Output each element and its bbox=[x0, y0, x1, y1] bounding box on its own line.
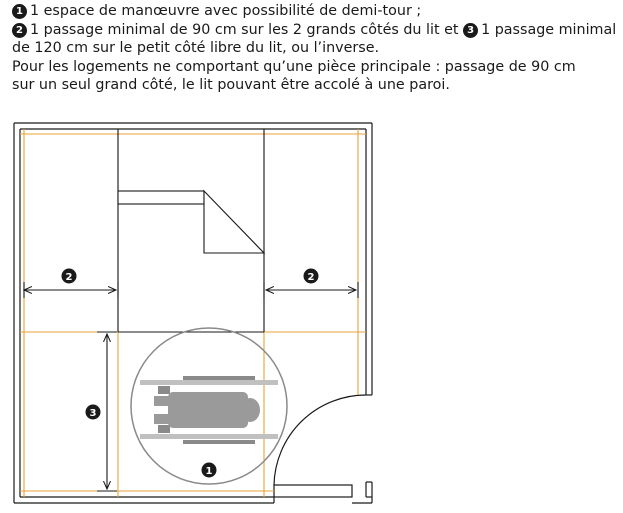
room-walls bbox=[14, 123, 372, 503]
caption-line-4: Pour les logements ne comportant qu’une pièce principale : passage de 90 cm bbox=[12, 58, 576, 75]
marker-left-passage bbox=[62, 269, 77, 284]
caption-line-5: sur un seul grand côté, le lit pouvant être accolé à une paroi. bbox=[12, 77, 450, 94]
marker-right-passage bbox=[304, 269, 319, 284]
marker-right-passage-label: 2 bbox=[307, 272, 315, 283]
caption-text-1: 1 espace de manœuvre avec possibilité de demi-tour ; bbox=[30, 3, 422, 19]
badge-3: 3 bbox=[463, 23, 478, 38]
marker-foot-passage-label: 3 bbox=[89, 408, 97, 419]
bed-pillow bbox=[118, 191, 204, 204]
dimension-lines bbox=[24, 282, 358, 491]
door bbox=[274, 395, 366, 497]
caption-line-3: de 120 cm sur le petit côté libre du lit, ou l’inverse. bbox=[12, 40, 380, 57]
badge-1: 1 bbox=[12, 4, 27, 19]
caption-text-2b: 1 passage minimal bbox=[481, 21, 617, 38]
badge-2: 2 bbox=[12, 23, 27, 38]
marker-turning-space-label: 1 bbox=[205, 466, 213, 477]
marker-left-passage-label: 2 bbox=[65, 272, 73, 283]
wheelchair-user-icon bbox=[140, 376, 278, 444]
marker-foot-passage bbox=[86, 405, 101, 420]
caption-text-2a: 1 passage minimal de 90 cm sur les 2 grands côtés du lit et bbox=[30, 21, 459, 38]
bed-turned-sheet bbox=[204, 191, 264, 253]
marker-turning-space bbox=[202, 463, 217, 478]
bed bbox=[118, 129, 264, 332]
